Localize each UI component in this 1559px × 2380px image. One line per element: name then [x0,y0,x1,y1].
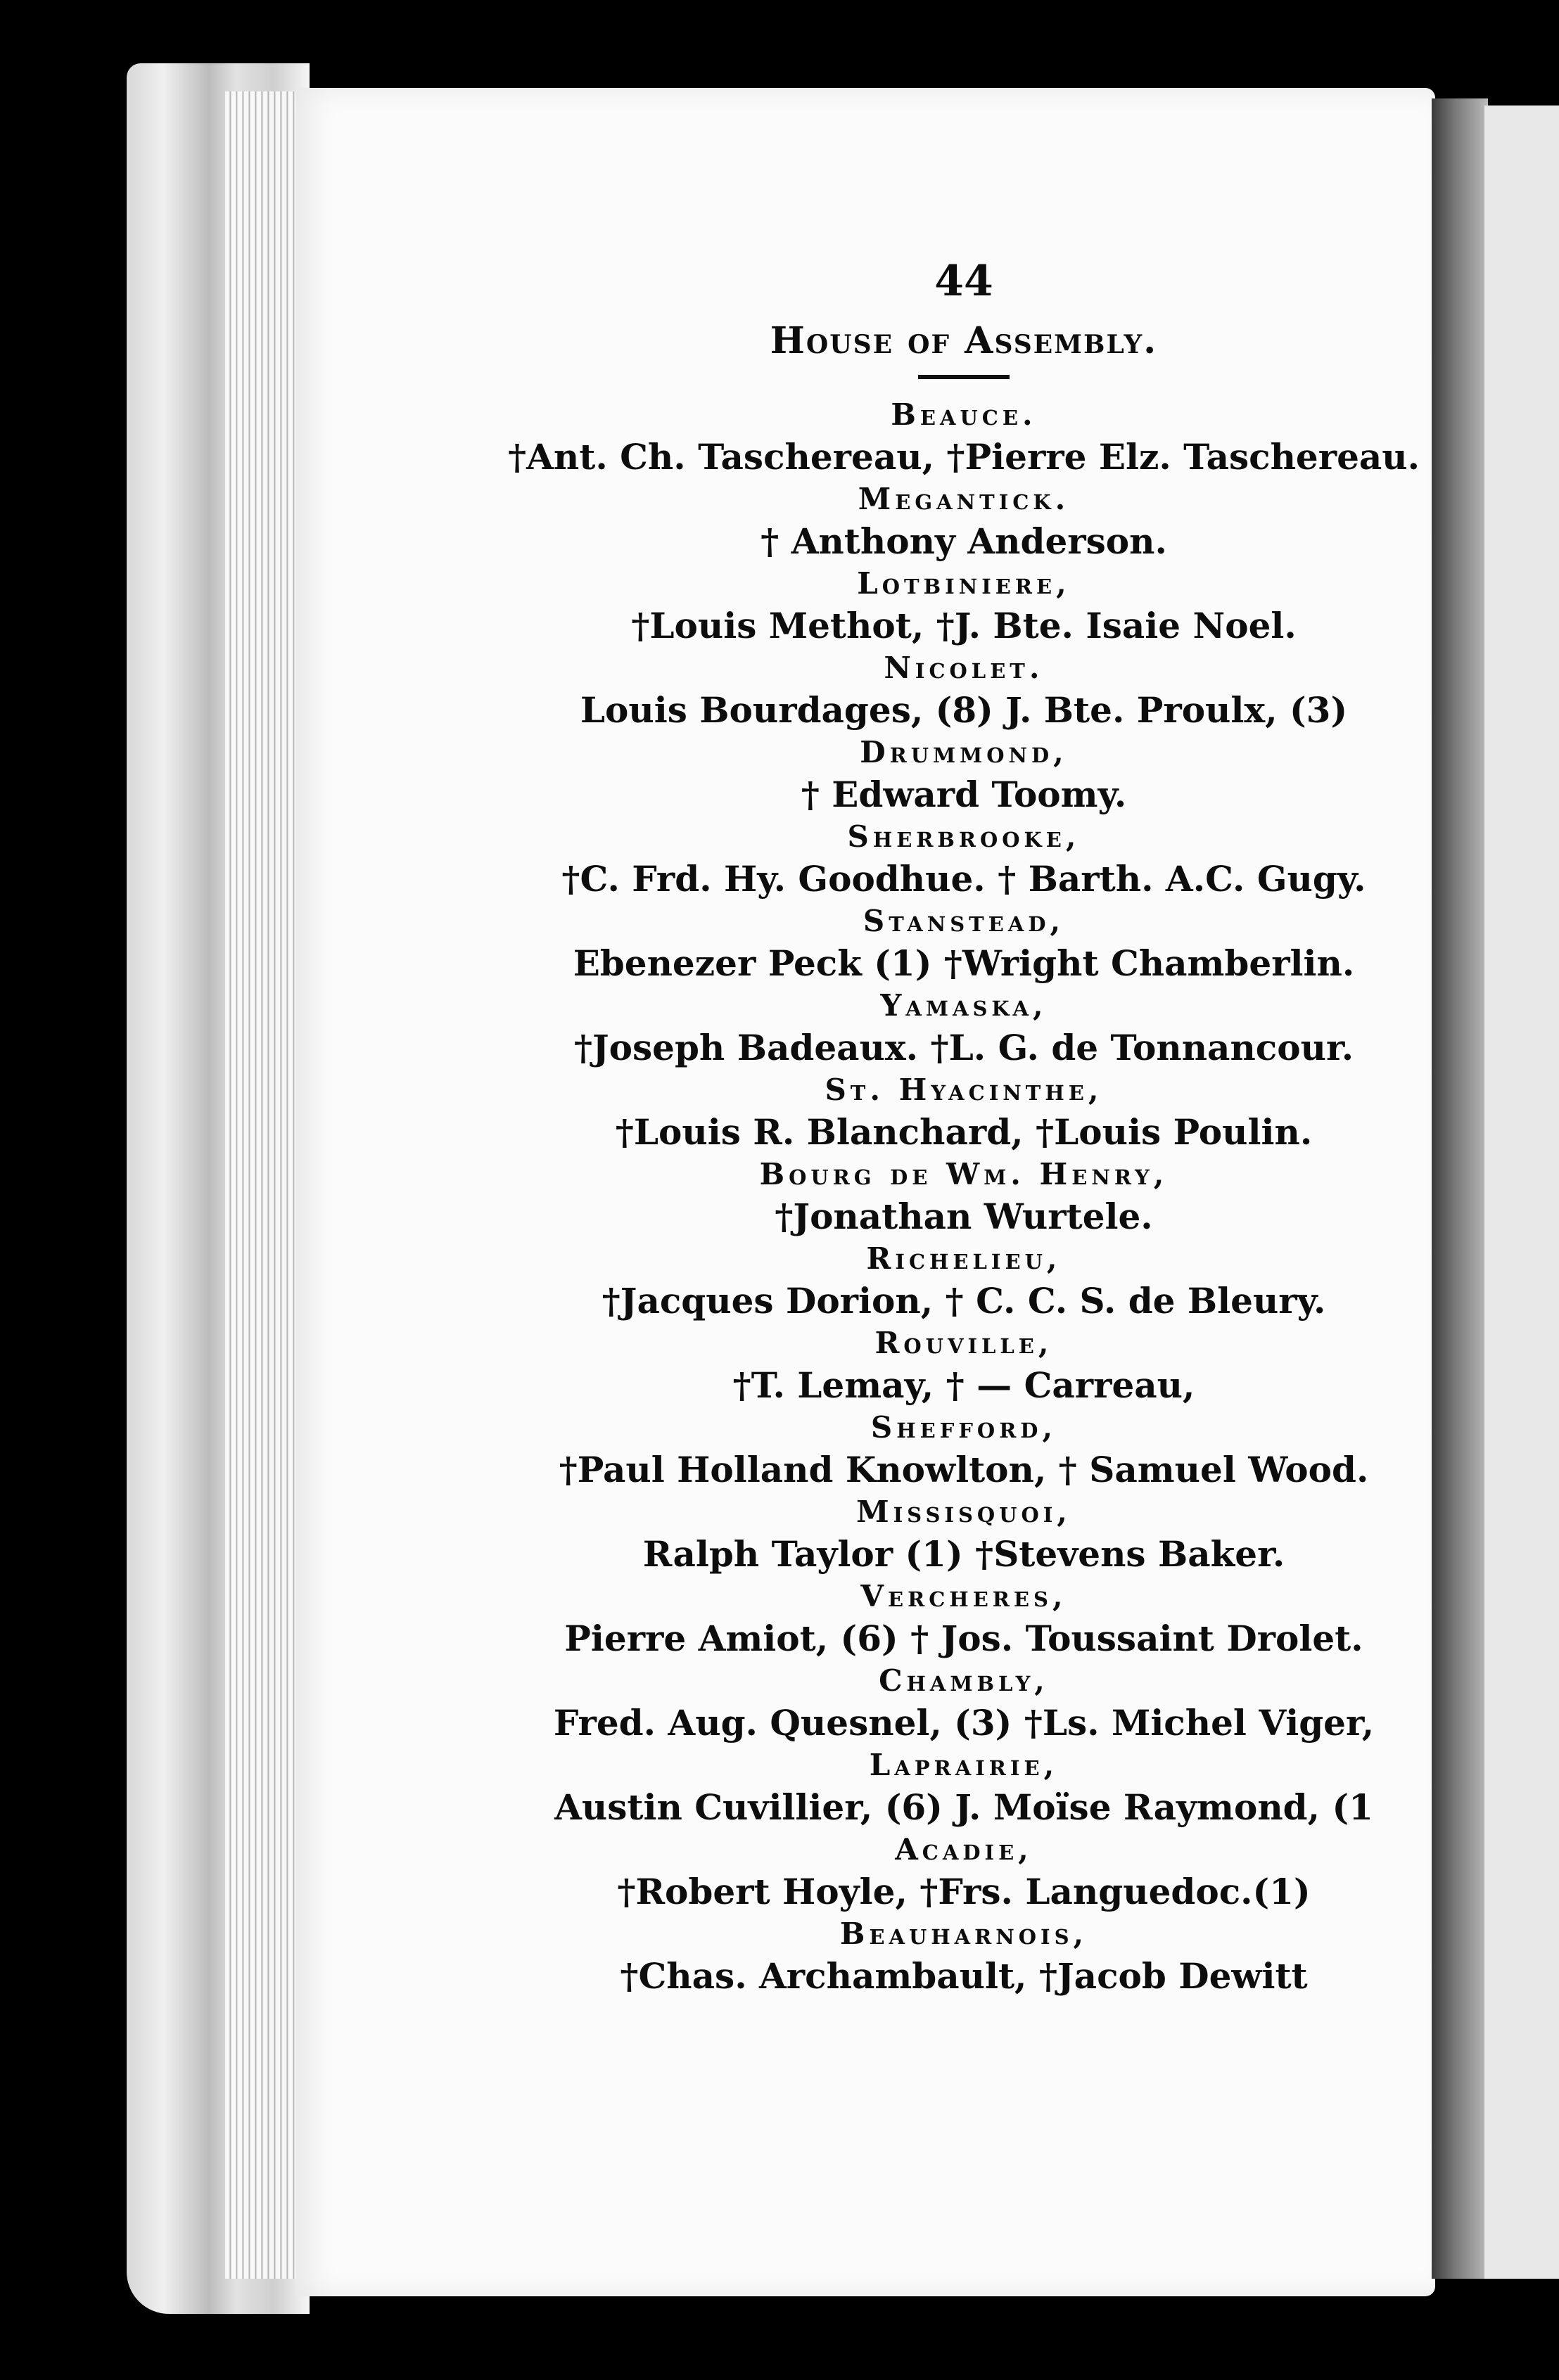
entry [492,1323,1435,1407]
county-members: Ebenezer Peck (1) †Wright Chamberlin. [573,942,1355,984]
entry [492,1745,1435,1829]
entry [492,563,1435,648]
entry [492,479,1435,563]
county-members: Ralph Taylor (1) †Stevens Baker. [642,1533,1285,1575]
county-members: †Jacques Dorion, † C. C. S. de Bleury. [602,1280,1326,1322]
county-name: St. Hyacinthe, [825,1073,1103,1107]
entry [492,901,1435,985]
entry [492,1492,1435,1576]
county-members: †Louis R. Blanchard, †Louis Poulin. [615,1111,1313,1153]
county-members: †Chas. Archambault, †Jacob Dewitt [620,1955,1308,1997]
entry [492,1914,1435,1998]
county-name: Laprairie, [869,1748,1059,1782]
county-members: †Ant. Ch. Taschereau, †Pierre Elz. Taschereau. [507,436,1420,478]
county-members: †Louis Methot, †J. Bte. Isaie Noel. [631,605,1297,646]
county-name: Chambly, [879,1663,1049,1698]
county-name: Bourg de Wm. Henry, [759,1157,1169,1191]
county-name: Beauce. [891,397,1037,432]
entry [492,1829,1435,1914]
county-members: Louis Bourdages, (8) J. Bte. Proulx, (3) [580,689,1348,731]
facing-page-sliver [1484,105,1559,2279]
county-name: Drummond, [860,735,1068,769]
county-name: Rouville, [874,1326,1053,1360]
entry [492,395,1435,479]
county-name: Missisquoi, [856,1495,1071,1529]
gutter-shadow [1432,98,1488,2279]
entry [492,817,1435,901]
county-name: Shefford, [870,1410,1057,1445]
entry [492,985,1435,1070]
county-name: Nicolet. [884,651,1044,685]
county-name: Sherbrooke, [847,819,1081,854]
county-name: Acadie, [895,1832,1033,1867]
county-name: Stanstead, [863,904,1065,938]
county-members: Pierre Amiot, (6) † Jos. Toussaint Drolet. [564,1618,1363,1659]
county-members: † Edward Toomy. [801,774,1127,815]
county-name: Beauharnois, [839,1917,1088,1951]
county-name: Yamaska, [880,988,1048,1023]
county-members: Fred. Aug. Quesnel, (3) †Ls. Michel Viger, [553,1702,1375,1744]
entry [492,1661,1435,1745]
entry [492,1154,1435,1239]
county-name: Lotbiniere, [857,566,1071,601]
county-members: † Anthony Anderson. [761,520,1167,562]
county-name: Megantick. [858,482,1070,516]
page-content [492,250,1435,1998]
entry [492,648,1435,732]
entry [492,1239,1435,1323]
entry [492,1070,1435,1154]
county-members: †Robert Hoyle, †Frs. Languedoc.(1) [617,1871,1311,1912]
county-members: †Paul Holland Knowlton, † Samuel Wood. [559,1449,1369,1490]
county-members: †Jonathan Wurtele. [775,1196,1153,1237]
title-rule [918,375,1010,379]
entry [492,732,1435,817]
county-name: Richelieu, [866,1241,1062,1276]
county-members: Austin Cuvillier, (6) J. Moïse Raymond, (1 [554,1786,1373,1828]
entry [492,1576,1435,1661]
county-members: †Joseph Badeaux. †L. G. de Tonnancour. [573,1027,1354,1068]
county-name: Vercheres, [860,1579,1067,1613]
entry [492,1407,1435,1492]
county-members: †T. Lemay, † — Carreau, [732,1364,1195,1406]
page-number: 44 [934,257,993,306]
county-members: †C. Frd. Hy. Goodhue. † Barth. A.C. Gugy. [561,858,1366,900]
page-title: House of Assembly. [770,319,1158,362]
